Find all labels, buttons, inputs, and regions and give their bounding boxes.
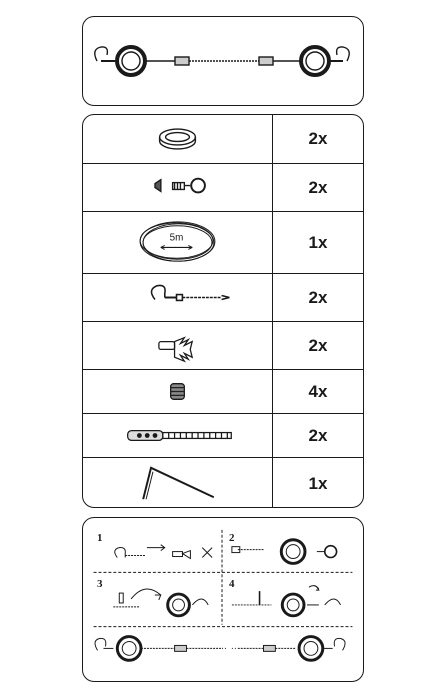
wall-plug-icon — [83, 322, 272, 369]
step-number-2: 2 — [229, 532, 235, 544]
part-row-wire-coil — [83, 211, 363, 273]
installation-steps-panel — [82, 517, 364, 682]
part-quantity: 2x — [308, 425, 328, 445]
part-image-cell — [83, 414, 273, 457]
part-quantity: 1x — [308, 473, 328, 493]
part-image-cell — [83, 370, 273, 413]
wire-coil-icon — [83, 212, 272, 273]
part-quantity: 2x — [308, 287, 328, 307]
part-row-wall-plug — [83, 321, 363, 369]
part-image-cell — [83, 212, 273, 273]
part-image-cell — [83, 458, 273, 508]
part-quantity: 2x — [308, 177, 328, 197]
part-image-cell — [83, 322, 273, 369]
tensioner-bolt-icon — [83, 414, 272, 457]
eye-bolt-icon — [83, 164, 272, 211]
part-image-cell — [83, 164, 273, 211]
allen-key-icon — [83, 458, 272, 508]
step-number-4: 4 — [229, 578, 235, 590]
part-row-ring — [83, 115, 363, 163]
parts-list-table — [82, 114, 364, 508]
part-row-eye-bolt — [83, 163, 363, 211]
threaded-nut-icon — [83, 370, 272, 413]
ring-icon — [83, 115, 272, 163]
hook-screw-icon — [83, 274, 272, 321]
wire-length-label: 5m — [169, 232, 184, 244]
step-number-3: 3 — [97, 578, 103, 590]
assembled-wire-illustration — [83, 17, 365, 107]
part-row-allen-key — [83, 457, 363, 508]
installation-steps-illustration — [83, 518, 363, 681]
part-row-nut — [83, 369, 363, 413]
part-row-tensioner — [83, 413, 363, 457]
part-image-cell — [83, 115, 273, 163]
part-row-hook-screw — [83, 273, 363, 321]
part-quantity: 4x — [308, 381, 328, 401]
assembly-overview-panel — [82, 16, 364, 106]
step-number-1: 1 — [97, 532, 103, 544]
part-image-cell — [83, 274, 273, 321]
part-quantity: 2x — [308, 129, 328, 148]
part-quantity: 2x — [308, 335, 328, 355]
part-quantity: 1x — [308, 232, 328, 252]
